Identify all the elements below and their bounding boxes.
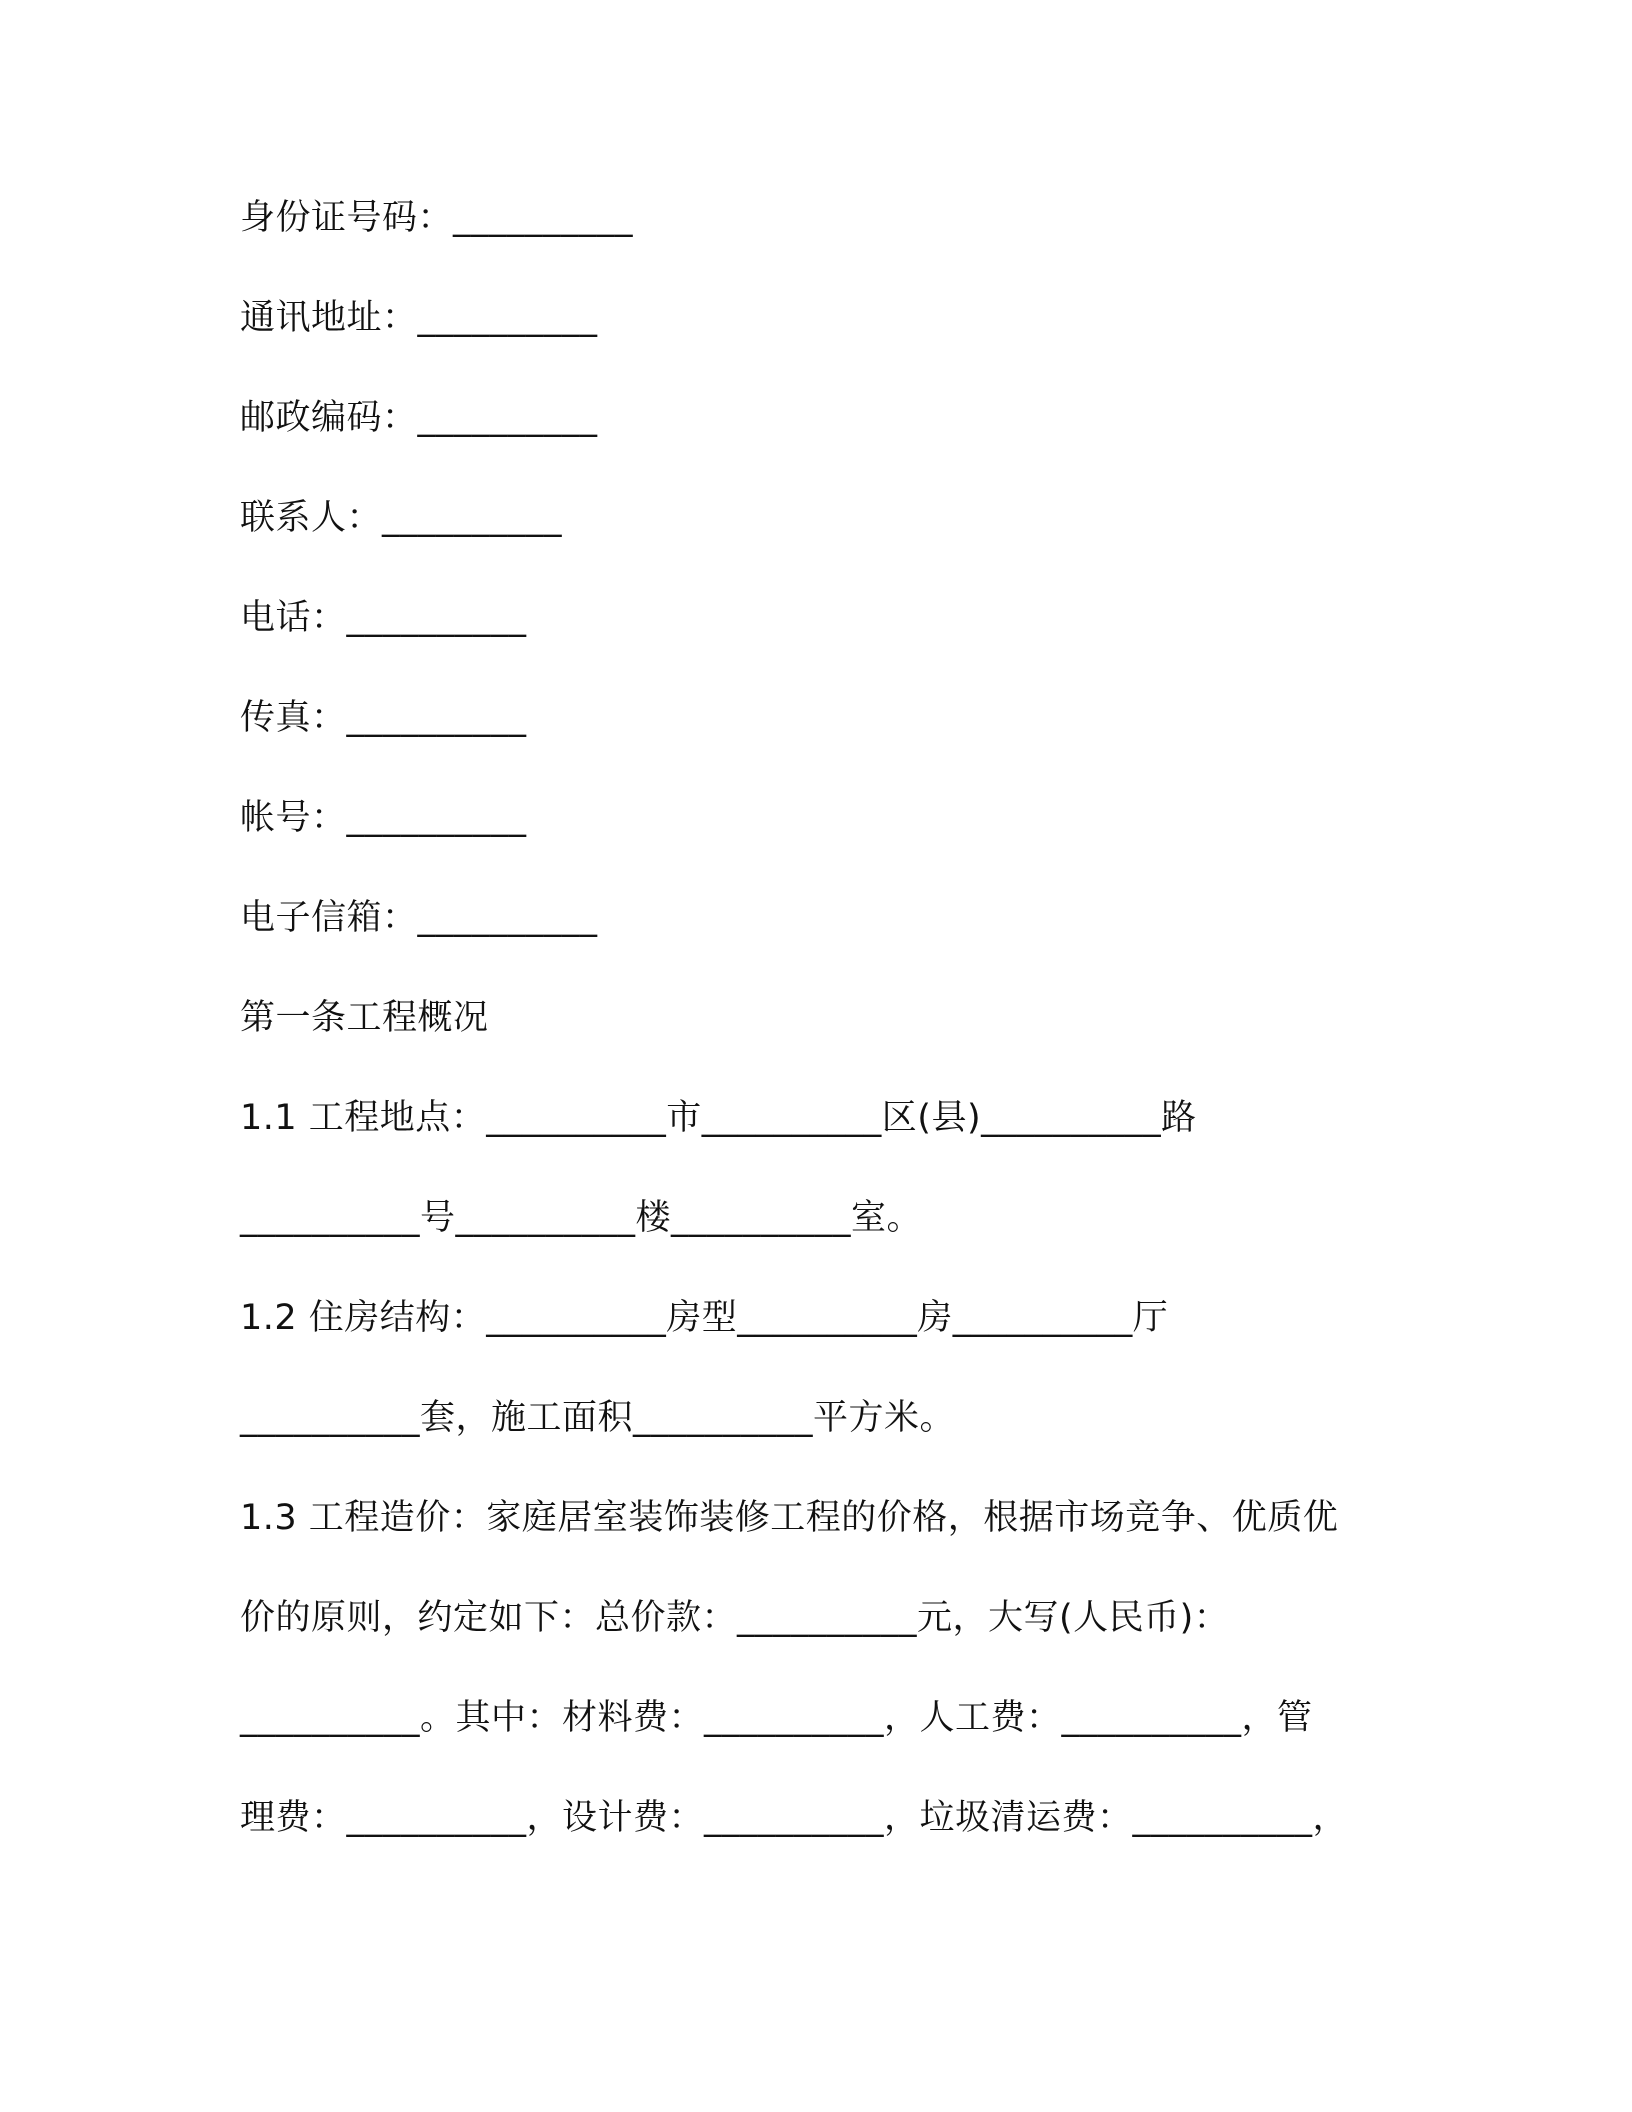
phone-field: 电话：__________ [240,598,527,638]
id-number-field: 身份证号码：__________ [240,198,634,238]
email-field: 电子信箱：__________ [240,898,598,938]
mailing-address-field: 通讯地址：__________ [240,298,598,338]
clause-1-3-line-2: 价的原则，约定如下：总价款：__________元，大写(人民币)： [240,1598,1230,1638]
postal-code-field: 邮政编码：__________ [240,398,598,438]
contact-person-field: 联系人：__________ [240,498,563,538]
account-field: 帐号：__________ [240,798,527,838]
clause-1-3-line-4: 理费：__________，设计费：__________，垃圾清运费：__________， [240,1798,1349,1838]
fax-field: 传真：__________ [240,698,527,738]
clause-1-1-line-1: 1.1 工程地点：__________市__________区(县)__________路 [240,1098,1197,1138]
clause-1-3-line-3: __________。其中：材料费：__________，人工费：__________，管 [240,1698,1313,1738]
clause-1-2-line-1: 1.2 住房结构：__________房型__________房__________厅 [240,1298,1169,1338]
clause-1-1-line-2: __________号__________楼__________室。 [240,1198,923,1238]
clause-1-3-line-1: 1.3 工程造价：家庭居室装饰装修工程的价格，根据市场竞争、优质优 [240,1498,1339,1538]
clause-1-2-line-2: __________套，施工面积__________平方米。 [240,1398,956,1438]
section-heading: 第一条工程概况 [240,998,489,1038]
